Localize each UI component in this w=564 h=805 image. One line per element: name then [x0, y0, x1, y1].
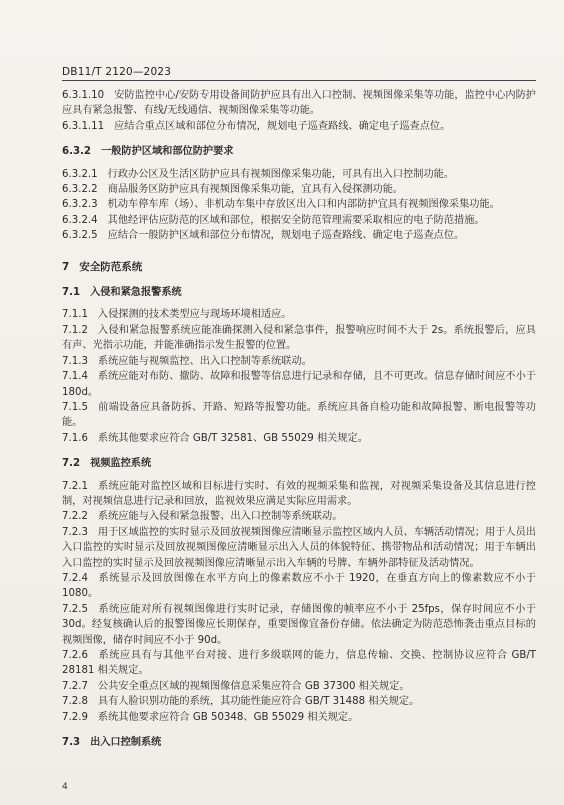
clause-7-2-1 [62, 479, 536, 510]
clause-number: 6.3.2.2 [62, 184, 98, 196]
clause-text: 系统应能对布防、撤防、故障和报警等信息进行记录和存储，且不可更改。信息存储时间应不小于 180d。 [62, 371, 536, 398]
page-number: 4 [62, 782, 68, 792]
clause-7-2-7 [62, 679, 536, 694]
clause-number: 7.1.4 [62, 371, 88, 383]
clause-number: 6.3.1.10 [62, 90, 105, 101]
clause-text: 系统应具有与其他平台对接、进行多级联网的能力，信息传输、交换、控制协议应符合 GB/T 28181 相关规定。 [62, 650, 536, 677]
clause-text: 用于区域监控的实时显示及回放视频图像应清晰显示监控区域内人员、车辆活动情况；用于人员出入口监控的实时显示及回放视频图像应清晰显示出入人员的体貌特征、携带物品和活动情况；用于车辆出入口监控的实时显示及回放视频图像应清晰显示出入车辆的号牌、车辆外部特征及活动情况。 [62, 526, 536, 569]
clause-number: 7.2.3 [62, 526, 88, 538]
clause-text: 商品服务区防护应具有视频图像采集功能，宜具有入侵探测功能。 [107, 184, 404, 196]
subsection-heading-7-3 [62, 735, 536, 750]
clause-text: 系统应能与视频监控、出入口控制等系统联动。 [97, 355, 312, 367]
clause-number: 7.1.5 [62, 401, 88, 413]
clause-text: 具有人脸识别功能的系统，其功能性能应符合 GB/T 31488 相关规定。 [97, 696, 420, 708]
clause-6-3-2-2 [62, 182, 536, 197]
clause-text: 行政办公区及生活区防护应具有视频图像采集功能，可具有出入口控制功能。 [107, 168, 455, 180]
clause-6-3-2-4 [62, 213, 536, 228]
clause-text: 安防监控中心/安防专用设备间防护应具有出入口控制、视频图像采集等功能，监控中心内防护应具有紧急报警、有线/无线通信、视频图像采集等功能。 [62, 90, 536, 117]
heading-text: 出入口控制系统 [90, 737, 162, 749]
subsection-heading-7-1 [62, 285, 536, 300]
clause-number: 6.3.2.1 [62, 168, 98, 180]
heading-text: 一般防护区域和部位防护要求 [101, 146, 234, 158]
clause-6-3-2-1 [62, 167, 536, 182]
clause-text: 系统应能与入侵和紧急报警、出入口控制等系统联动。 [97, 511, 343, 523]
clause-text: 机动车停车库（场）、非机动车集中存放区出入口和内部防护宜具有视频图像采集功能。 [107, 199, 500, 211]
clause-6-3-2-3 [62, 197, 536, 212]
clause-number: 7.2.5 [62, 603, 88, 615]
clause-number: 7.1.2 [62, 324, 88, 336]
clause-number: 7.2.7 [62, 680, 88, 692]
clause-7-2-4 [62, 571, 536, 602]
clause-7-1-6 [62, 431, 536, 446]
clause-7-2-6 [62, 648, 536, 679]
clause-6-3-1-11 [62, 119, 536, 134]
clause-6-3-2-5 [62, 228, 536, 243]
clause-text: 系统应能对监控区域和目标进行实时、有效的视频采集和监视，对视频采集设备及其信息进行控制，对视频信息进行记录和回放，监视效果应满足实际应用需求。 [62, 480, 536, 507]
heading-number: 7.3 [62, 737, 81, 749]
document-body [62, 88, 536, 750]
clause-number: 7.1.1 [62, 309, 88, 321]
section-heading-7 [62, 260, 536, 275]
clause-text: 系统显示及回放图像在水平方向上的像素数应不小于 1920，在垂直方向上的像素数应不小于 1080。 [62, 572, 536, 600]
clause-7-2-2 [62, 509, 536, 524]
clause-text: 入侵探测的技术类型应与现场环境相适应。 [97, 309, 292, 321]
clause-7-1-5 [62, 400, 536, 431]
heading-text: 入侵和紧急报警系统 [90, 287, 182, 299]
clause-7-1-2 [62, 323, 536, 354]
clause-7-2-5 [62, 602, 536, 648]
heading-number: 7.1 [62, 287, 81, 299]
clause-7-2-9 [62, 710, 536, 725]
heading-number: 7 [62, 260, 70, 273]
clause-number: 6.3.2.4 [62, 214, 98, 226]
clause-number: 7.1.3 [62, 355, 88, 367]
clause-number: 7.1.6 [62, 432, 88, 444]
subsection-heading-7-2 [62, 456, 536, 471]
clause-7-1-1 [62, 307, 536, 322]
clause-text: 入侵和紧急报警系统应能准确探测入侵和紧急事件，报警响应时间不大于 2s。系统报警后，应具有声、光指示功能，并能准确指示发生报警的位置。 [62, 324, 536, 352]
clause-number: 7.2.8 [62, 696, 88, 708]
clause-number: 7.2.6 [62, 650, 88, 661]
clause-7-1-3 [62, 354, 536, 369]
clause-number: 7.2.9 [62, 711, 88, 723]
heading-text: 安全防范系统 [79, 260, 143, 273]
clause-number: 7.2.1 [62, 480, 88, 492]
clause-text: 应结合重点区域和部位分布情况，规划电子巡查路线、确定电子巡查点位。 [114, 120, 451, 132]
subsection-heading-6-3-2 [62, 144, 536, 159]
heading-number: 7.2 [62, 458, 81, 470]
clause-text: 前端设备应具备防拆、开路、短路等报警功能。系统应具备自检功能和故障报警、断电报警等功能。 [62, 401, 536, 429]
clause-number: 6.3.2.5 [62, 230, 98, 242]
clause-7-2-3 [62, 525, 536, 571]
clause-text: 系统其他要求应符合 GB 50348、GB 55029 相关规定。 [97, 711, 359, 723]
clause-7-2-8 [62, 694, 536, 709]
clause-text: 应结合一般防护区域和部位分布情况，规划电子巡查路线、确定电子巡查点位。 [107, 230, 465, 242]
clause-text: 系统其他要求应符合 GB/T 32581、GB 55029 相关规定。 [97, 432, 368, 444]
clause-6-3-1-10 [62, 88, 536, 119]
clause-text: 系统应能对所有视频图像进行实时记录，存储图像的帧率应不小于 25fps，保存时间应不小于 30d。经复核确认后的报警图像应长期保存，重要图像宜备份存储。依法确定为防范恐怖袭击重点目标的视频图像，储存时间应不小于 90d。 [62, 603, 536, 646]
clause-number: 7.2.4 [62, 572, 88, 584]
clause-7-1-4 [62, 369, 536, 400]
clause-text: 其他经评估应防范的区域和部位，根据安全防范管理需要采取相应的电子防范措施。 [107, 214, 485, 226]
header-divider [62, 80, 536, 81]
clause-number: 7.2.2 [62, 511, 88, 523]
heading-number: 6.3.2 [62, 146, 92, 158]
standard-number: DB11/T 2120—2023 [62, 66, 172, 78]
heading-text: 视频监控系统 [90, 458, 152, 470]
clause-number: 6.3.2.3 [62, 199, 98, 211]
clause-number: 6.3.1.11 [62, 120, 105, 132]
clause-text: 公共安全重点区域的视频图像信息采集应符合 GB 37300 相关规定。 [97, 680, 410, 692]
